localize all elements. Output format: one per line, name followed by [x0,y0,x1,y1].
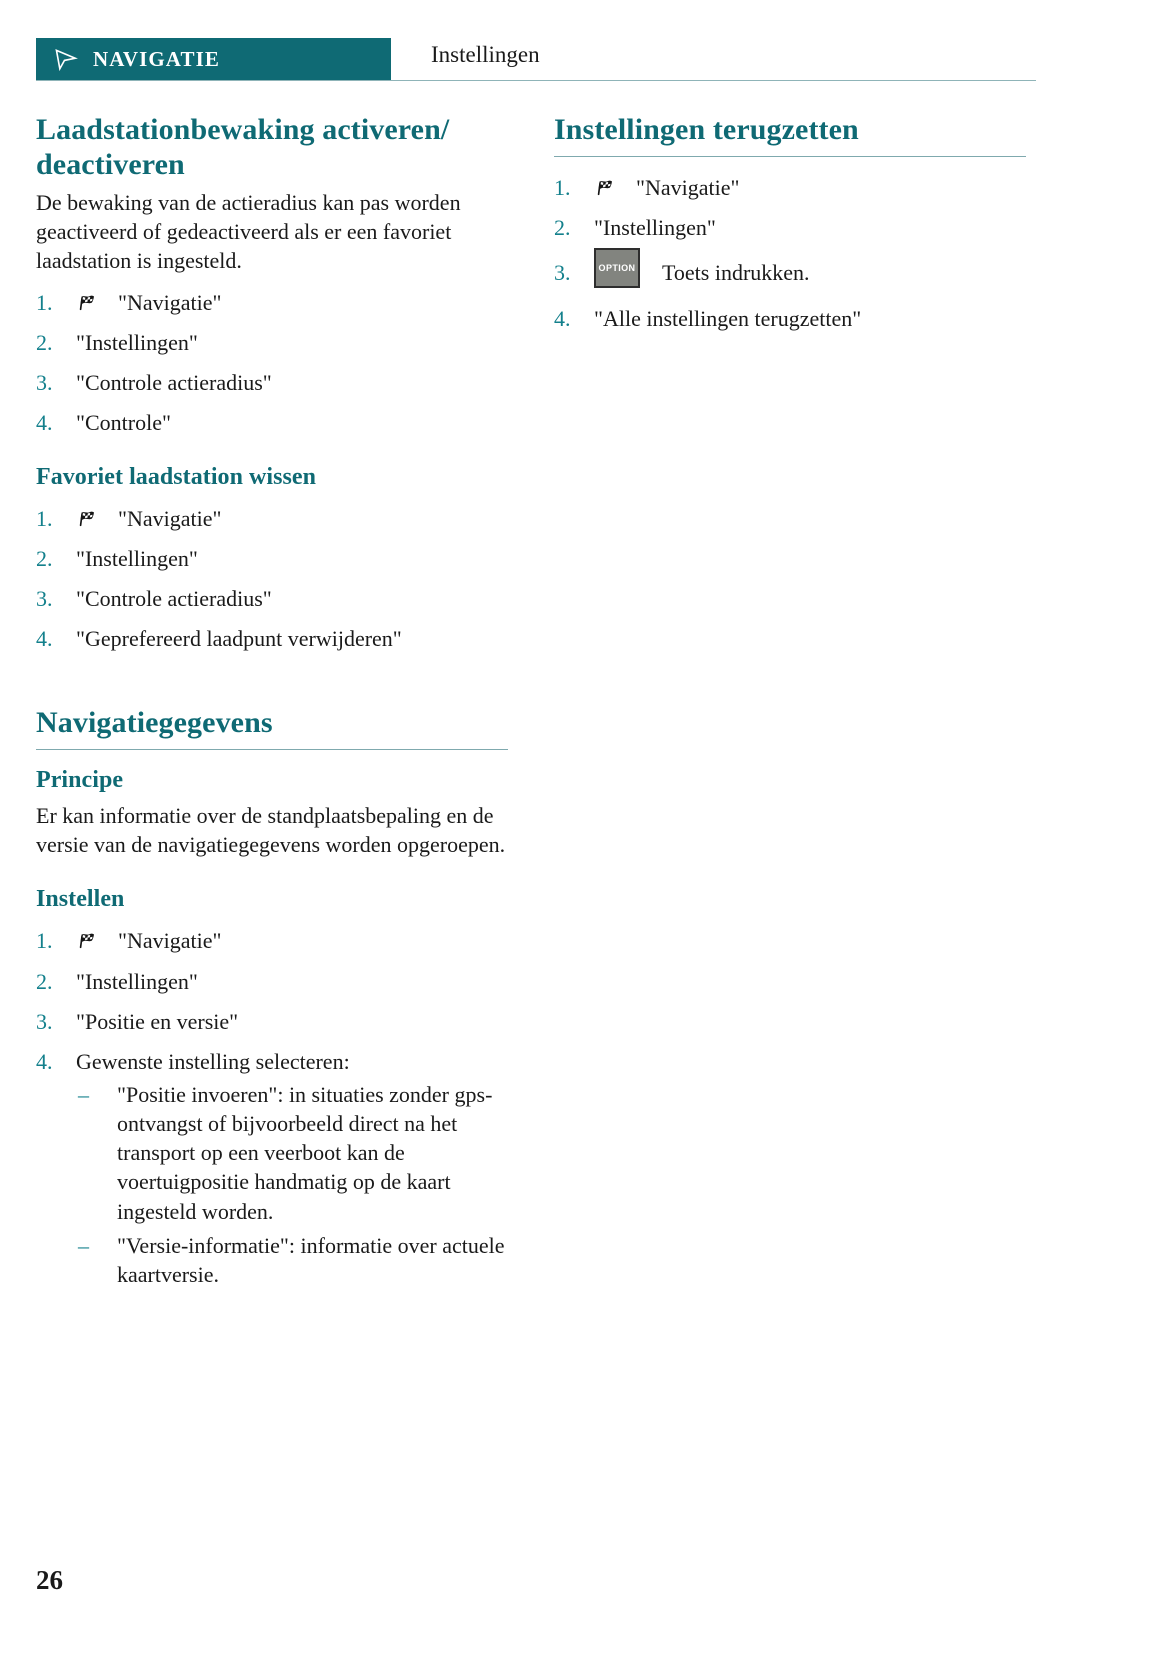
banner-label: NAVIGATIE [93,46,220,71]
step-text: "Controle actieradius" [76,369,272,395]
step-text: "Geprefereerd laadpunt verwijderen" [76,626,402,652]
left-column [36,112,508,1294]
navigation-banner [36,38,391,80]
section-paragraph: De bewaking van de actieradius kan pas worden geactiveerd of gedeactiveerd als er een favoriet laadstation is ingesteld. [36,189,461,274]
list-item [554,304,1026,333]
list-item [36,288,508,317]
step-text: Toets indrukken. [662,259,810,285]
section-heading: Instellingen terugzetten [554,113,859,146]
sub-item-text: "Positie invoeren": in situaties zonder gps-ontvangst of bijvoorbeeld direct na het transport op een veerboot kan de voertuigpositie handmatig op de kaart ingesteld worden. [117,1081,493,1224]
navigation-arrow-icon [53,46,79,72]
step-text: "Controle" [76,409,171,435]
step-text: "Navigatie" [118,928,222,954]
step-number: 1. [554,175,571,201]
list-item [554,213,1026,242]
step-text: Gewenste instelling selecteren: [76,1048,350,1074]
step-number: 4. [36,626,53,652]
step-number: 3. [554,259,571,285]
list-item [554,173,1026,202]
list-item [36,926,508,955]
flag-icon [594,176,616,198]
page-number: 26 [36,1565,63,1595]
subsection-heading-instellen: Instellen [36,886,125,913]
list-item [554,256,1026,288]
list-item [36,1007,508,1036]
header-section-label: Instellingen [431,42,540,67]
section-instellingen-terugzetten [554,112,1026,333]
sub-items-list [76,1080,508,1290]
dash-marker: – [78,1232,89,1258]
list-item [36,584,508,613]
step-number: 2. [36,545,53,571]
flag-icon [76,929,98,951]
steps-list [554,173,1026,333]
heading-divider [36,749,508,750]
step-text: "Navigatie" [118,505,222,531]
step-number: 4. [36,409,53,435]
list-item [36,504,508,533]
list-item [36,544,508,573]
section-navigatiegegevens [36,705,508,1294]
step-number: 1. [36,505,53,531]
steps-list [36,504,508,653]
subsection-paragraph: Er kan informatie over de standplaatsbepaling en de versie van de navigatiegegevens worden opgeroepen. [36,802,506,857]
step-number: 2. [36,968,53,994]
option-key-button[interactable] [594,248,640,288]
step-number: 1. [36,289,53,315]
heading-divider [554,156,1026,157]
list-item [76,1080,508,1226]
step-text: "Instellingen" [76,968,198,994]
step-number: 2. [554,215,571,241]
spacer [36,653,508,705]
option-key-label: OPTION [598,262,636,273]
step-text: "Instellingen" [76,545,198,571]
step-number: 4. [554,306,571,332]
steps-list [36,288,508,437]
step-text: "Alle instellingen terugzetten" [594,306,862,332]
step-number: 1. [36,928,53,954]
steps-list [36,926,508,1294]
step-number: 4. [36,1048,53,1074]
section-laadstationbewaking [36,112,508,437]
spacer [36,859,508,885]
section-heading: Navigatiegegevens [36,706,273,740]
flag-icon [76,291,98,313]
section-heading: Favoriet laadstation wissen [36,463,317,490]
section-favoriet-laadstation-wissen [36,463,508,653]
step-number: 3. [36,585,53,611]
step-text: "Instellingen" [594,215,716,241]
subsection-heading-principe: Principe [36,767,124,794]
step-number: 2. [36,329,53,355]
right-column [554,112,1026,333]
list-item [36,328,508,357]
list-item [36,368,508,397]
step-number: 3. [36,1008,53,1034]
list-item [36,967,508,996]
section-heading: Laadstationbewaking activeren/ deactiveren [36,113,450,182]
step-number: 3. [36,369,53,395]
step-text: "Navigatie" [118,289,222,315]
step-text: "Instellingen" [76,329,198,355]
sub-items-wrapper [76,1076,508,1295]
list-item [76,1231,508,1290]
step-text: "Positie en versie" [76,1008,239,1034]
page-header [36,38,1036,82]
list-item [36,624,508,653]
step-text: "Controle actieradius" [76,585,272,611]
sub-item-text: "Versie-informatie": informatie over actuele kaartversie. [117,1232,505,1288]
flag-icon [76,507,98,529]
header-divider [36,80,1036,81]
dash-marker: – [78,1081,89,1107]
list-item [36,1047,508,1295]
step-text: "Navigatie" [636,175,740,201]
spacer [36,437,508,463]
list-item [36,408,508,437]
